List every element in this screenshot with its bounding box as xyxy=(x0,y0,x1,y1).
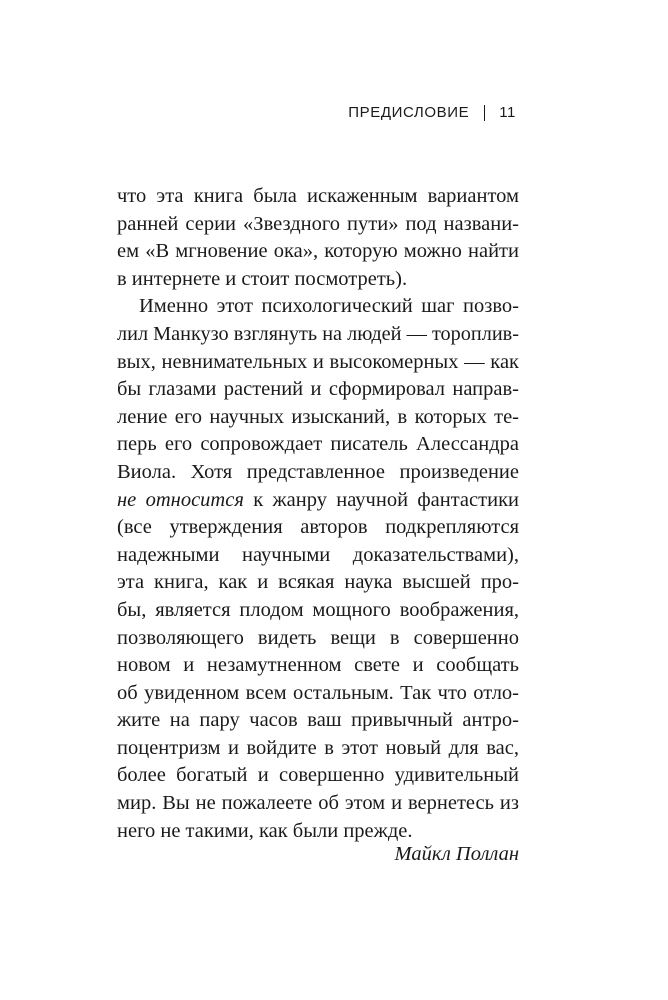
text-line: надежными научными доказательствами), xyxy=(117,543,519,566)
text-line: мир. Вы не пожалеете об этом и вернетесь из xyxy=(117,792,519,815)
text-line: позволяющего видеть вещи в совершенно xyxy=(117,626,519,649)
paragraph-2 xyxy=(117,293,519,845)
text-line: поцентризм и войдите в этот новый для вас, xyxy=(117,736,519,759)
section-title: ПРЕДИСЛОВИЕ xyxy=(348,104,470,121)
text-line: новом и незамутненном свете и сообщать xyxy=(117,654,519,677)
text-line: ранней серии «Звездного пути» под названи- xyxy=(117,212,519,235)
text-line: об увиденном всем остальным. Так что отло- xyxy=(117,681,519,704)
emphasis-text: не относится xyxy=(117,488,244,511)
author-signature: Майкл Поллан xyxy=(394,843,519,865)
text-line: что эта книга была искаженным вариантом xyxy=(117,185,519,207)
text-line: ем «В мгновение ока», которую можно найти xyxy=(117,240,519,263)
text-line: него не такими, как были прежде. xyxy=(117,819,413,842)
text-line: более богатый и совершенно удивительный xyxy=(117,764,519,787)
header-divider xyxy=(484,105,485,121)
text-line: вых, невнимательных и высокомерных — как xyxy=(117,350,519,373)
text-line: бы глазами растений и сформировал направ- xyxy=(117,378,519,401)
page-number: 11 xyxy=(499,104,516,121)
text-line: Именно этот психологический шаг позво- xyxy=(139,295,519,318)
text-line: Виола. Хотя представленное произведение xyxy=(117,460,519,483)
running-header xyxy=(348,104,516,121)
text-line: (все утверждения авторов подкрепляются xyxy=(117,516,519,539)
text-line: перь его сопровождает писатель Алессандра xyxy=(117,433,519,456)
text-line: бы, является плодом мощного воображения, xyxy=(117,598,519,621)
text-run: к жанру научной фантастики xyxy=(243,488,519,511)
paragraph-1 xyxy=(117,183,519,293)
text-line: жите на пару часов ваш привычный антро- xyxy=(117,709,519,732)
text-line-with-emphasis xyxy=(117,487,519,515)
body-text xyxy=(117,183,519,845)
text-line: в интернете и стоит посмотреть). xyxy=(117,267,408,290)
text-line: ление его научных изысканий, в которых те- xyxy=(117,405,519,428)
text-line: эта книга, как и всякая наука высшей про- xyxy=(117,571,519,594)
text-line: лил Манкузо взглянуть на людей — тороплив- xyxy=(117,322,519,345)
